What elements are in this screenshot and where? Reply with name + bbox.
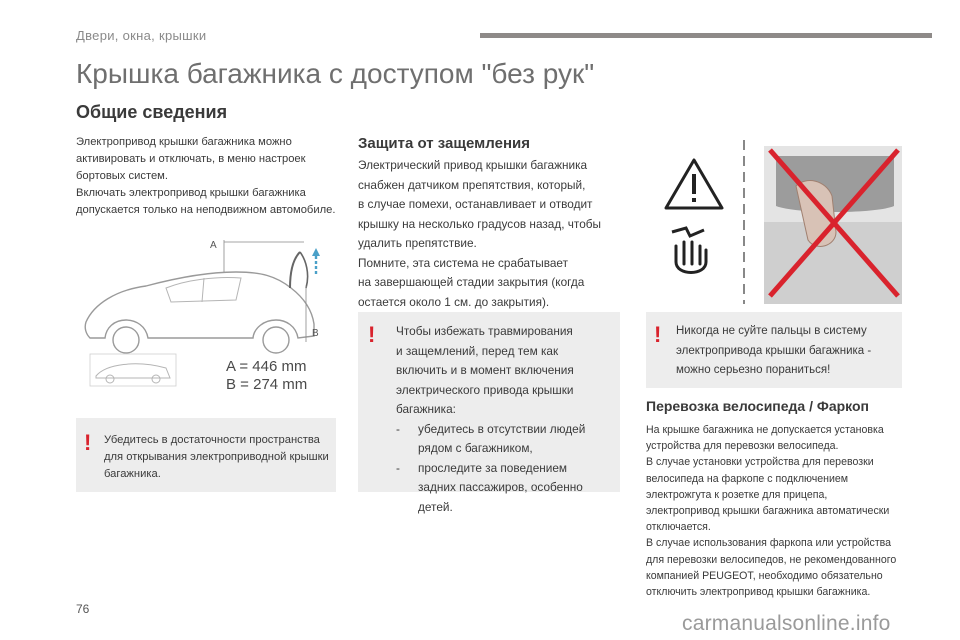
pinch-text xyxy=(358,156,601,312)
bike-line: На крышке багажника не допускается установка xyxy=(646,424,884,436)
hand-icon xyxy=(676,242,706,273)
general-heading: Общие сведения xyxy=(76,102,228,122)
note-injury-line: Чтобы избежать травмирования xyxy=(396,324,573,338)
note-space-line: для открывания электроприводной крышки xyxy=(104,451,329,463)
bullet-text: убедитесь в отсутствии людей xyxy=(418,421,586,436)
watermark: carmanualsonline.info xyxy=(682,612,891,635)
page-title: Крышка багажника с доступом "без рук" xyxy=(76,58,595,89)
bike-line: электропривод крышки багажника автоматически xyxy=(646,505,890,518)
pinch-warning-svg xyxy=(646,136,902,304)
header-bar xyxy=(480,33,932,38)
section-header: Двери, окна, крышки xyxy=(76,28,207,43)
note-fingers-line: электропривода крышки багажника - xyxy=(676,344,872,357)
car-figure xyxy=(76,226,334,404)
bike-line: отключить электропривод крышки багажника. xyxy=(646,586,871,599)
note-injury xyxy=(358,312,620,514)
general-text xyxy=(76,134,335,219)
bullet-dash: - xyxy=(396,421,400,436)
pinch-line: на завершающей стадии закрытия (когда xyxy=(358,275,585,289)
note-fingers xyxy=(646,312,902,388)
note-injury-bullet xyxy=(396,459,585,479)
general-line: допускается только на неподвижном автомобиле. xyxy=(76,204,336,216)
pinch-line: в случае помехи, останавливает и отводит xyxy=(358,197,593,211)
figure-label-b: B xyxy=(312,328,319,339)
note-fingers-text xyxy=(676,322,871,381)
bike-line: устройства для перевозки велосипеда. xyxy=(646,440,839,453)
note-fingers-line: Никогда не суйте пальцы в систему xyxy=(676,325,867,337)
bike-line: В случае использования фаркопа или устройства xyxy=(646,537,892,550)
pinch-line: удалить препятствие. xyxy=(358,236,477,250)
bike-heading: Перевозка велосипеда / Фаркоп xyxy=(646,398,869,414)
note-injury-line: включить и в момент включения xyxy=(396,363,574,377)
note-space xyxy=(76,418,336,492)
note-injury-line: и защемлений, перед тем как xyxy=(396,343,559,358)
pinch-line: снабжен датчиком препятствия, который, xyxy=(358,177,586,192)
note-space-text xyxy=(104,432,329,483)
bike-line: для перевозки велосипедов, не рекомендованного xyxy=(646,553,897,566)
note-injury-line: багажника: xyxy=(396,402,456,416)
warning-exclamation-icon: ! xyxy=(84,430,92,455)
note-space-line: багажника. xyxy=(104,468,161,480)
pinch-warning-figure xyxy=(646,136,902,304)
bike-line: отключается. xyxy=(646,521,711,534)
note-injury-bullet xyxy=(396,420,585,440)
note-injury-line: электрического привода крышки xyxy=(396,382,574,397)
bullet-text: рядом с багажником, xyxy=(418,441,533,455)
bullet-text: проследите за поведением xyxy=(418,460,568,475)
bike-line: компанией PEUGEOT, необходимо обязательно xyxy=(646,569,883,582)
bullet-text: детей. xyxy=(418,499,453,514)
pinch-line: Помните, эта система не срабатывает xyxy=(358,255,568,270)
note-fingers-line: можно серьезно пораниться! xyxy=(676,364,831,376)
dimension-a: A = 446 mm xyxy=(226,358,307,375)
bike-text xyxy=(646,422,896,600)
pinch-heading: Защита от защемления xyxy=(358,135,530,152)
bike-line: электрожгута к розетке для прицепа, xyxy=(646,488,828,501)
general-line: Включать электропривод крышки багажника xyxy=(76,187,306,199)
dimension-b: B = 274 mm xyxy=(226,376,308,393)
pinch-line: остается около 1 см. до закрытия). xyxy=(358,294,550,309)
page-number: 76 xyxy=(76,602,90,616)
pinch-line: Электрический привод крышки багажника xyxy=(358,158,588,172)
general-line: активировать и отключать, в меню настроек xyxy=(76,153,306,165)
bike-line: велосипеда на фаркопе с подключением xyxy=(646,472,849,485)
warning-exclamation-icon: ! xyxy=(368,322,376,347)
note-injury-text xyxy=(396,322,585,517)
general-line: бортовых систем. xyxy=(76,170,168,182)
warning-exclamation-icon: ! xyxy=(654,322,662,347)
bike-line: В случае установки устройства для перевозки xyxy=(646,456,874,469)
bullet-dash: - xyxy=(396,460,400,475)
bullet-text: задних пассажиров, особенно xyxy=(418,480,583,494)
pinch-line: крышку на несколько градусов назад, чтобы xyxy=(358,216,601,231)
note-space-line: Убедитесь в достаточности пространства xyxy=(104,434,320,446)
figure-label-a: A xyxy=(210,240,217,251)
general-line: Электропривод крышки багажника можно xyxy=(76,136,292,148)
